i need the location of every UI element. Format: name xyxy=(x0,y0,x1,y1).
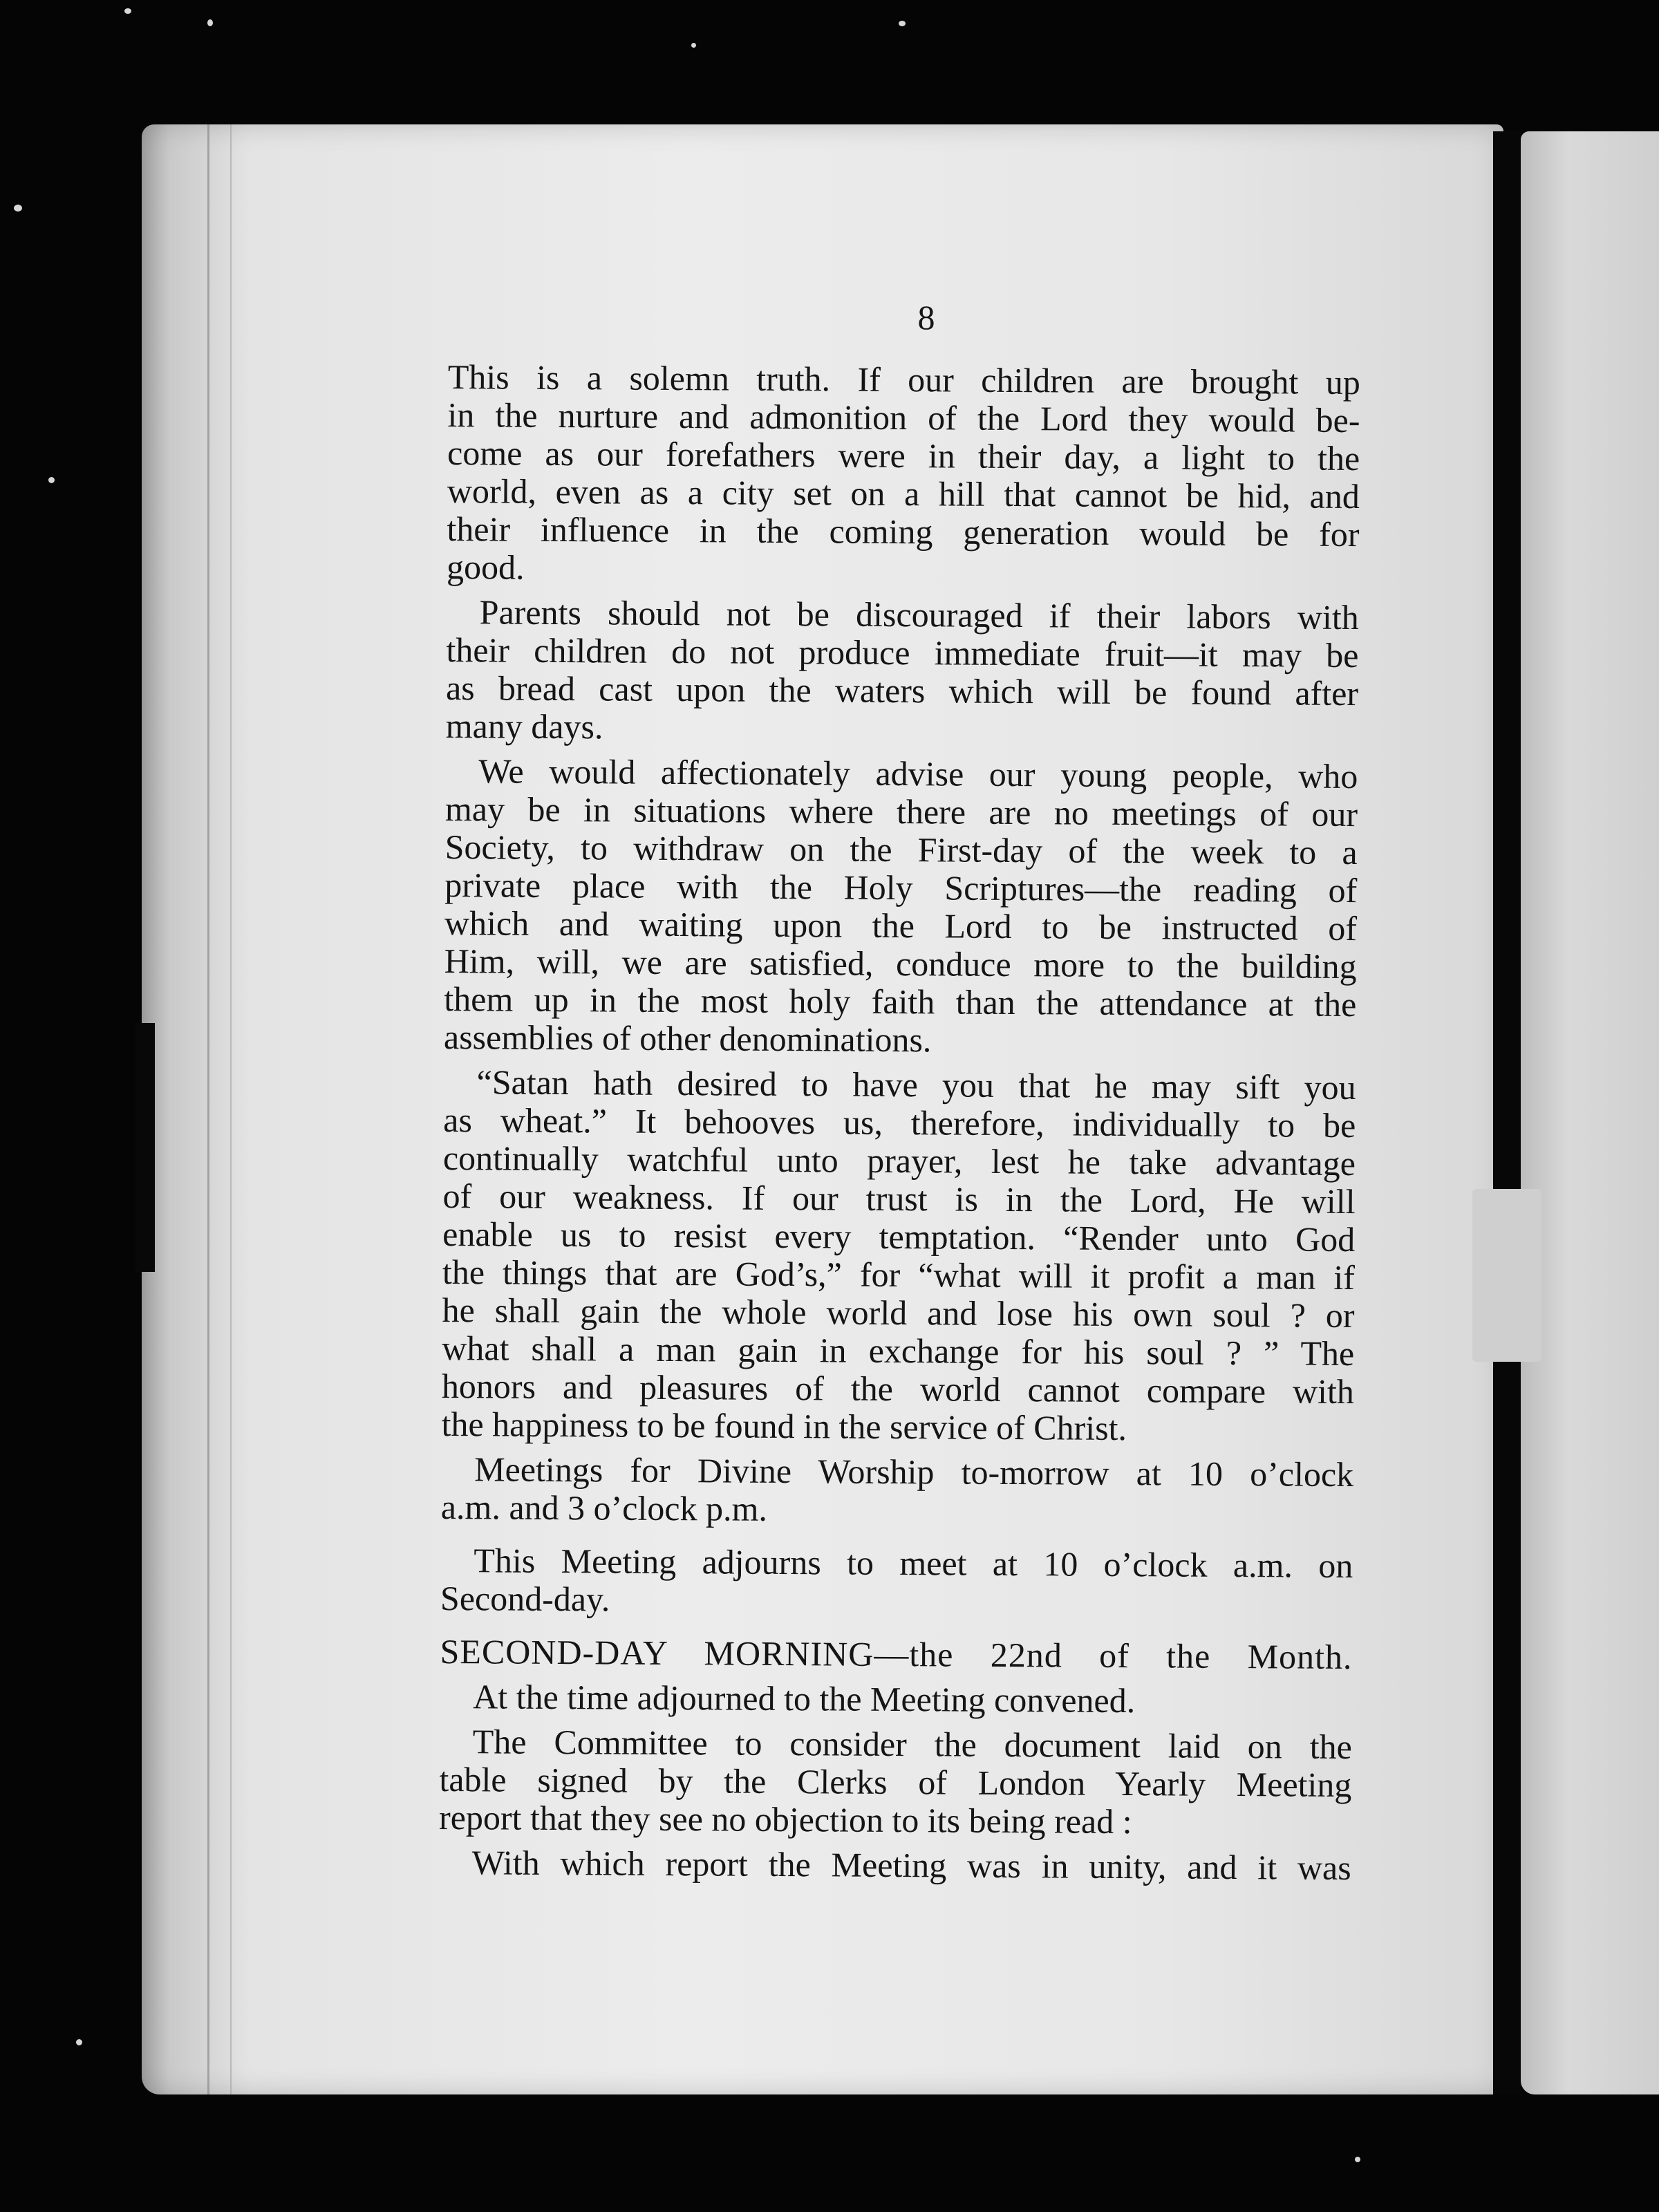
text-line: which and waiting upon the Lord to be instructed of xyxy=(444,903,1358,948)
dust-speck xyxy=(691,43,696,48)
paragraph xyxy=(440,1678,1352,1721)
book-gutter xyxy=(1493,131,1521,2094)
text-line: Parents should not be discouraged if their labors with xyxy=(479,592,1359,637)
section-heading xyxy=(440,1633,1352,1676)
text-line: in the nurture and admonition of the Lord they would be- xyxy=(447,395,1360,440)
text-line: as wheat.” It behooves us, therefore, individually to be xyxy=(443,1100,1356,1145)
text-line: good. xyxy=(446,547,525,587)
paragraph xyxy=(439,1844,1351,1887)
text-line: come as our forefathers were in their day, a light to the xyxy=(447,433,1360,478)
page-tab xyxy=(1472,1189,1541,1362)
page-text xyxy=(438,358,1360,1894)
text-line: as bread cast upon the waters which will be found after xyxy=(445,668,1359,713)
page-tear xyxy=(135,1023,155,1272)
text-line: We would affectionately advise our young people, who xyxy=(478,751,1358,796)
text-line: assemblies of other denominations. xyxy=(443,1017,932,1060)
text-line: continually watchful unto prayer, lest he take advantage xyxy=(442,1138,1356,1183)
text-line: their influence in the coming generation would be for xyxy=(447,509,1360,554)
text-line: many days. xyxy=(445,706,603,747)
text-line: “Satan hath desired to have you that he may sift you xyxy=(476,1062,1356,1107)
text-line: table signed by the Clerks of London Yearly Meeting xyxy=(439,1759,1352,1805)
text-line: honors and pleasures of the world cannot compare with xyxy=(441,1366,1355,1412)
text-line: report that they see no objection to its being read : xyxy=(438,1797,1132,1841)
page-binding-edge xyxy=(207,124,232,2094)
text-line: what shall a man gain in exchange for his soul ? ” The xyxy=(442,1328,1355,1374)
dust-speck xyxy=(76,2039,82,2045)
text-line: At the time adjourned to the Meeting convened. xyxy=(473,1677,1136,1721)
paragraph xyxy=(439,1723,1352,1842)
text-line: This is a solemn truth. If our children are brought up xyxy=(447,357,1360,402)
text-line: The Committee to consider the document laid on the xyxy=(472,1722,1352,1767)
paragraph xyxy=(444,752,1358,1062)
text-line: With which report the Meeting was in unity, and it was xyxy=(471,1843,1351,1888)
paragraph xyxy=(441,1063,1356,1449)
text-line: them up in the most holy faith than the attendance at the xyxy=(444,979,1357,1024)
text-line: of our weakness. If our trust is in the Lord, He will xyxy=(442,1176,1356,1221)
dust-speck xyxy=(899,21,906,26)
text-line: SECOND-DAY MORNING—the 22nd of the Month. xyxy=(440,1631,1353,1677)
text-line: private place with the Holy Scriptures—the reading of xyxy=(444,865,1358,910)
text-line: the happiness to be found in the service of Christ. xyxy=(441,1404,1127,1448)
text-line: enable us to resist every temptation. “Render unto God xyxy=(442,1214,1356,1259)
paragraph xyxy=(446,593,1359,751)
text-line: may be in situations where there are no meetings of our xyxy=(444,789,1358,834)
text-line: Him, will, we are satisfied, conduce more to the building xyxy=(444,941,1357,986)
dust-speck xyxy=(14,205,22,212)
page-number: 8 xyxy=(917,298,935,337)
dust-speck xyxy=(124,8,131,14)
dust-speck xyxy=(1355,2157,1360,2162)
text-line: world, even as a city set on a hill that cannot be hid, and xyxy=(447,471,1360,516)
text-line: he shall gain the whole world and lose his own soul ? or xyxy=(442,1290,1355,1335)
paragraph xyxy=(447,358,1360,592)
paragraph xyxy=(441,1450,1354,1532)
text-line: Second-day. xyxy=(440,1578,610,1619)
text-line: Meetings for Divine Worship to-morrow at 10 o’clock xyxy=(474,1450,1354,1494)
dust-speck xyxy=(48,477,55,483)
text-line: the things that are God’s,” for “what will it profit a man if xyxy=(442,1252,1356,1297)
dust-speck xyxy=(207,19,213,26)
facing-page-edge xyxy=(1521,131,1659,2094)
text-line: Society, to withdraw on the First-day of the week to a xyxy=(444,827,1358,872)
text-line: their children do not produce immediate fruit—it may be xyxy=(446,630,1359,675)
paragraph xyxy=(440,1541,1353,1623)
text-line: This Meeting adjourns to meet at 10 o’clock a.m. on xyxy=(474,1541,1353,1586)
text-line: a.m. and 3 o’clock p.m. xyxy=(440,1487,768,1528)
